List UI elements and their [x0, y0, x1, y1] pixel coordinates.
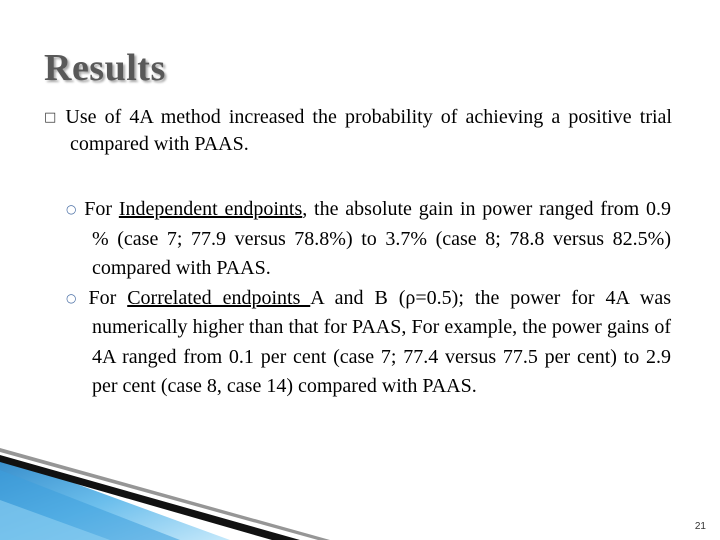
sub-bullet-prefix: For — [88, 286, 128, 309]
underlined-term: Independent endpoints — [118, 198, 303, 220]
sub-bullet-correlated — [66, 284, 671, 402]
underlined-term: Correlated endpoints — [127, 286, 311, 309]
sub-bullet-list — [66, 195, 671, 402]
circle-bullet-icon: ○ — [66, 202, 79, 216]
sub-bullet-text: , the absolute gain in power ranged from 0.9 % (case 7; 77.9 versus 78.8%) to 3.7% (case 8; 78.8 versus 82.5%) compared with PAAS. — [92, 198, 671, 279]
sub-bullet-independent — [66, 195, 671, 284]
square-bullet-icon: □ — [44, 110, 60, 125]
page-number: 21 — [694, 521, 706, 532]
circle-bullet-icon: ○ — [66, 290, 83, 305]
sub-bullet-text: A and B (ρ=0.5); the power for 4A was numerically higher than that for PAAS, For example, the power gains of 4A ranged from 0.1 per cent (case 7; 77.4 versus 77.5 per cent) to 2.9 per cent (case 8, case 14) compared with PAAS. — [92, 286, 671, 397]
main-bullet — [44, 104, 672, 158]
sub-bullet-prefix: For — [84, 198, 119, 220]
slide-title: Results — [44, 47, 166, 89]
main-bullet-text: Use of 4A method increased the probability of achieving a positive trial compared with PAAS. — [65, 106, 672, 155]
